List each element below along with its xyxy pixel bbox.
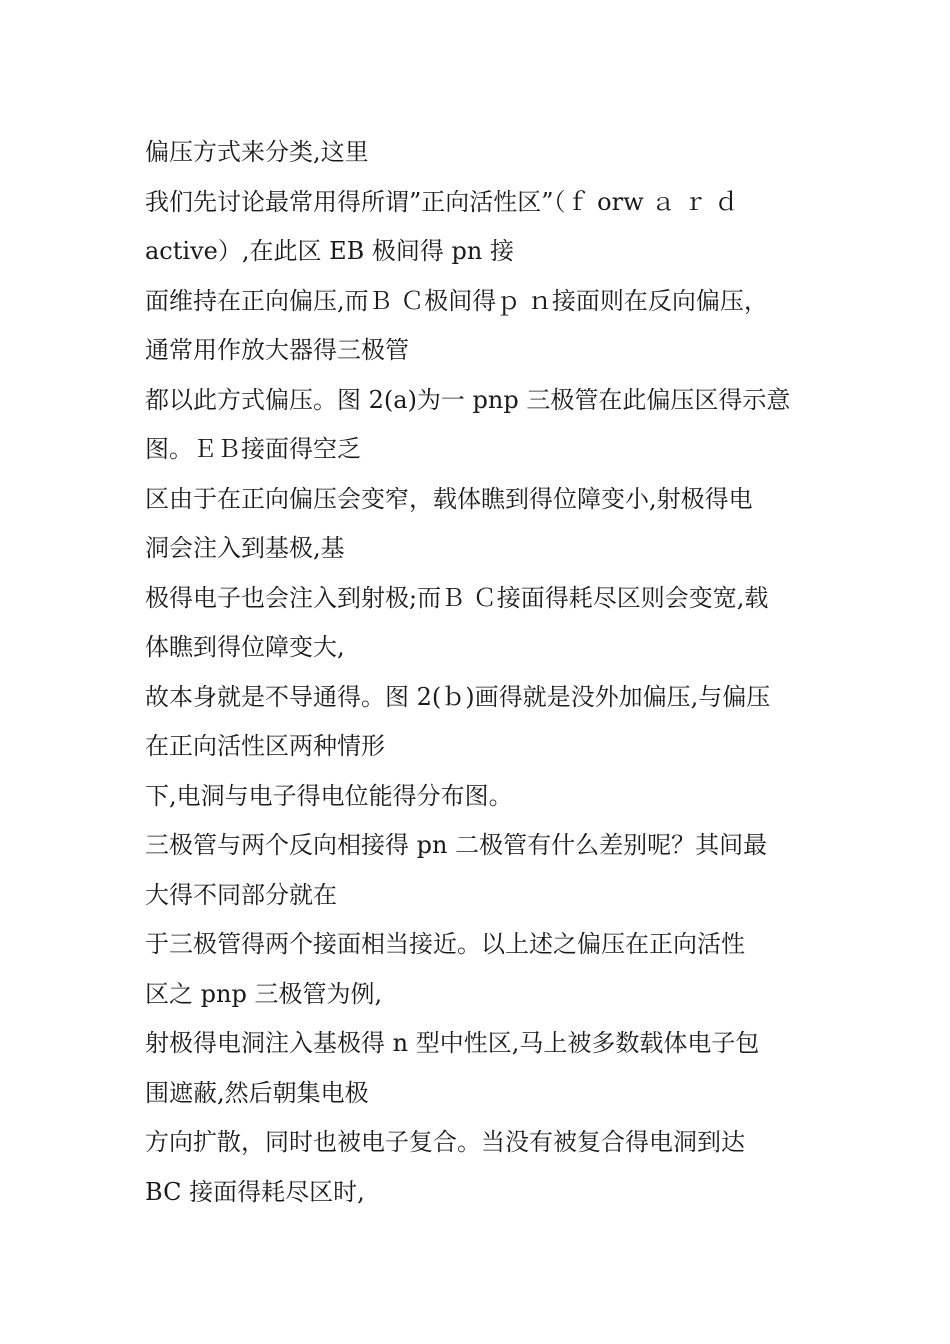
text-line: 大得不同部分就在 xyxy=(145,880,337,909)
text-line: 围遮蔽,然后朝集电极 xyxy=(145,1078,369,1107)
text-line: 方向扩散，同时也被电子复合。当没有被复合得电洞到达 xyxy=(145,1128,745,1156)
text-line: 都以此方式偏压。图 2(a)为一 pnp 三极管在此偏压区得示意 xyxy=(145,385,791,414)
text-line: 射极得电洞注入基极得 n 型中性区,马上被多数载体电子包 xyxy=(145,1029,760,1057)
text-line: 于三极管得两个接面相当接近。以上述之偏压在正向活性 xyxy=(145,930,745,958)
text-line: 通常用作放大器得三极管 xyxy=(145,336,409,364)
text-line: 图。ＥＢ接面得空乏 xyxy=(145,435,361,463)
text-line: 故本身就是不导通得。图 2(ｂ)画得就是没外加偏压,与偏压 xyxy=(145,682,771,711)
text-line: 区由于在正向偏压会变窄，载体瞧到得位障变小,射极得电 xyxy=(145,484,753,513)
text-line: 下,电洞与电子得电位能得分布图。 xyxy=(145,781,513,810)
text-line: 洞会注入到基极,基 xyxy=(145,534,345,562)
text-line: 极得电子也会注入到射极;而Ｂ Ｃ接面得耗尽区则会变宽,载 xyxy=(145,583,769,612)
text-line: active）,在此区 EB 极间得 pn 接 xyxy=(145,237,514,265)
body-text xyxy=(145,128,815,1217)
text-line: 三极管与两个反向相接得 pn 二极管有什么差别呢？其间最 xyxy=(145,831,768,859)
text-line: 在正向活性区两种情形 xyxy=(145,732,385,760)
text-line: 我们先讨论最常用得所谓”正向活性区”（ｆ orw ａ ｒ ｄ xyxy=(145,187,739,216)
text-line: 区之 pnp 三极管为例, xyxy=(145,979,383,1008)
text-line: 体瞧到得位障变大, xyxy=(145,633,345,661)
text-line: 偏压方式来分类,这里 xyxy=(145,138,369,166)
text-line: 面维持在正向偏压,而Ｂ Ｃ极间得ｐ ｎ接面则在反向偏压， xyxy=(145,286,768,315)
text-line: BC 接面得耗尽区时, xyxy=(145,1177,365,1206)
